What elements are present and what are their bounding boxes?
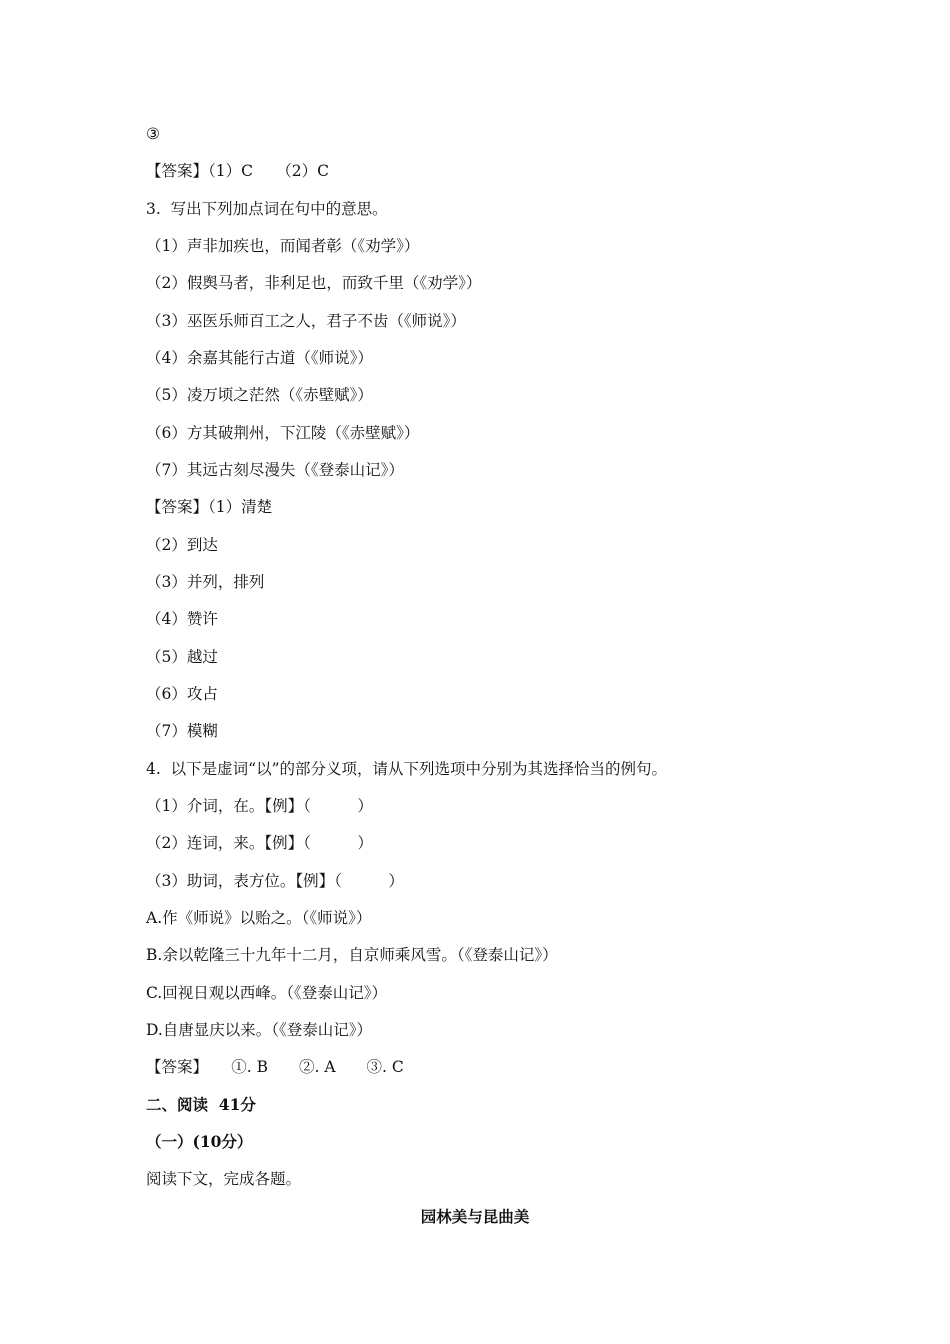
option-line: C.回视日观以西峰。（《登泰山记》） bbox=[146, 984, 387, 1002]
subsection-heading: （一）(10分） bbox=[146, 1132, 253, 1151]
text-line: ③ bbox=[146, 125, 160, 143]
text-line: （5）越过 bbox=[146, 648, 218, 666]
text-line: （7）其远古刻尽漫失（《登泰山记》） bbox=[146, 461, 404, 479]
answer-line: 【答案】 ①. B ②. A ③. C bbox=[146, 1058, 404, 1076]
text-line: （4）余嘉其能行古道（《师说》） bbox=[146, 349, 373, 367]
instruction-line: 阅读下文，完成各题。 bbox=[146, 1170, 302, 1188]
text-line: （6）攻占 bbox=[146, 685, 218, 703]
text-line: （7）模糊 bbox=[146, 722, 218, 740]
text-line: （6）方其破荆州，下江陵（《赤壁赋》） bbox=[146, 424, 420, 442]
text-line: （3）并列，排列 bbox=[146, 573, 265, 591]
text-line: （3）巫医乐师百工之人，君子不齿（《师说》） bbox=[146, 312, 466, 330]
question-line: 3. 写出下列加点词在句中的意思。 bbox=[146, 200, 388, 218]
article-title: 园林美与昆曲美 bbox=[420, 1207, 530, 1226]
text-line: （2）连词，来。【例】（ ） bbox=[146, 834, 373, 852]
text-line: （5）凌万顷之茫然（《赤壁赋》） bbox=[146, 386, 373, 404]
option-line: B.余以乾隆三十九年十二月，自京师乘风雪。（《登泰山记》） bbox=[146, 946, 558, 964]
text-line: （2）到达 bbox=[146, 536, 218, 554]
answer-line: 【答案】（1）C （2）C bbox=[146, 162, 329, 180]
text-line: （1）声非加疾也，而闻者彰（《劝学》） bbox=[146, 237, 420, 255]
text-line: （3）助词，表方位。【例】（ ） bbox=[146, 872, 404, 890]
text-line: （1）介词，在。【例】（ ） bbox=[146, 797, 373, 815]
text-line: （2）假舆马者，非利足也，而致千里（《劝学》） bbox=[146, 274, 482, 292]
answer-line: 【答案】（1）清楚 bbox=[146, 498, 273, 516]
question-line: 4. 以下是虚词“以”的部分义项，请从下列选项中分别为其选择恰当的例句。 bbox=[146, 760, 667, 778]
option-line: D.自唐显庆以来。（《登泰山记》） bbox=[146, 1021, 373, 1039]
option-line: A.作《师说》以贻之。（《师说》） bbox=[146, 909, 372, 927]
section-heading: 二、阅读 41分 bbox=[146, 1095, 256, 1114]
text-line: （4）赞许 bbox=[146, 610, 218, 628]
